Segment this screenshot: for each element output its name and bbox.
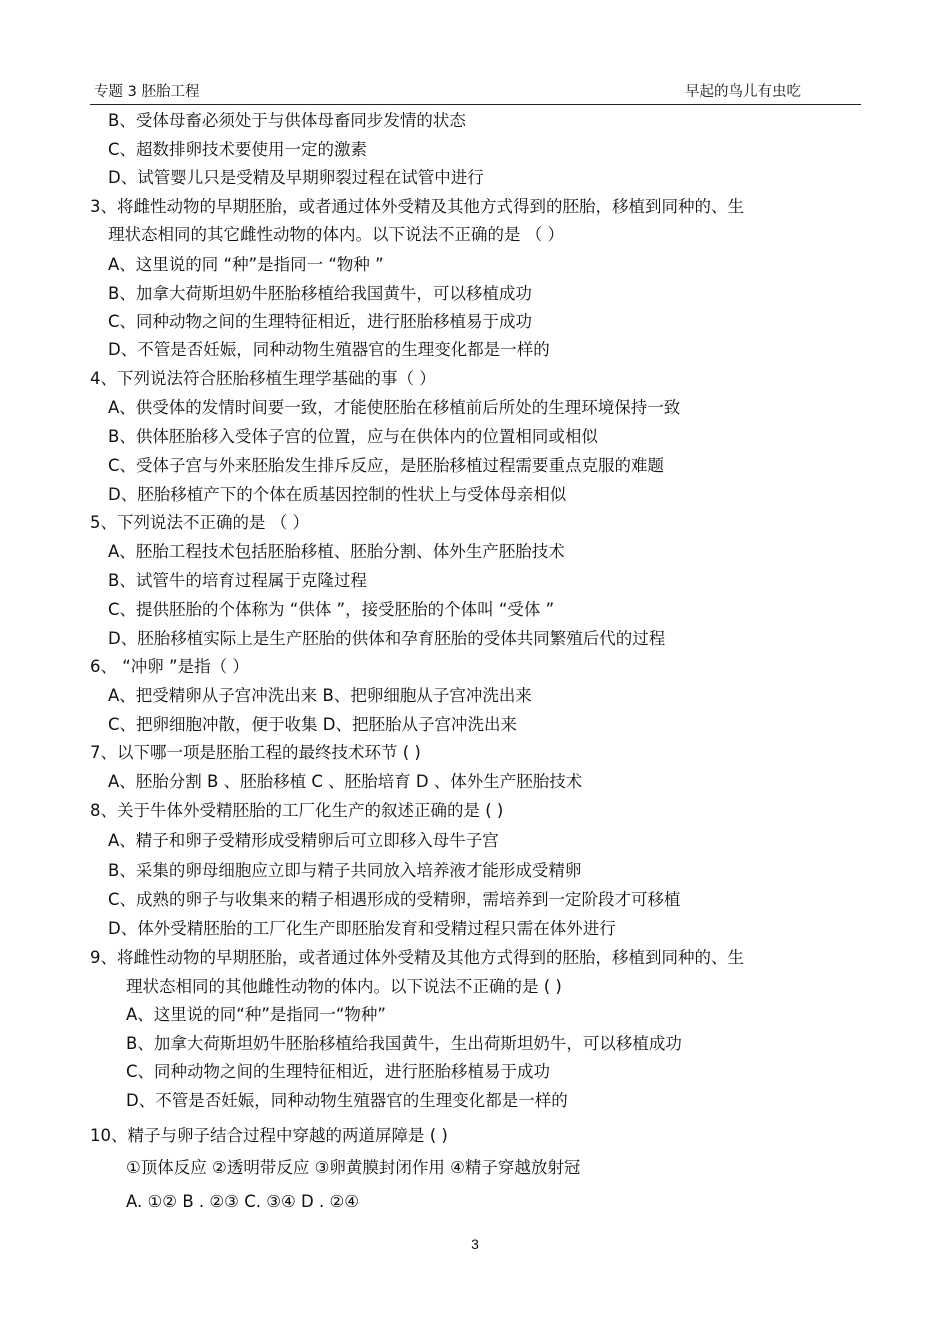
q5-option-d: D、胚胎移植实际上是生产胚胎的供体和孕育胚胎的受体共同繁殖后代的过程 — [108, 629, 666, 648]
q9-option-d: D、不管是否妊娠，同种动物生殖器官的生理变化都是一样的 — [126, 1091, 568, 1110]
q4-option-b: B、供体胚胎移入受体子宫的位置，应与在供体内的位置相同或相似 — [108, 427, 598, 446]
q6-options-ab: A、把受精卵从子宫冲洗出来 B、把卵细胞从子宫冲洗出来 — [108, 686, 532, 705]
line-option-b: B、受体母畜必须处于与供体母畜同步发情的状态 — [108, 111, 466, 130]
q10-options: A. ①② B . ②③ C. ③④ D . ②④ — [126, 1192, 360, 1211]
q6-options-cd: C、把卵细胞冲散，便于收集 D、把胚胎从子宫冲洗出来 — [108, 715, 517, 734]
q8-option-a: A、精子和卵子受精形成受精卵后可立即移入母牛子宫 — [108, 831, 499, 850]
q3-option-c: C、同种动物之间的生理特征相近，进行胚胎移植易于成功 — [108, 312, 533, 331]
q4-option-c: C、受体子宫与外来胚胎发生排斥反应，是胚胎移植过程需要重点克服的难题 — [108, 456, 665, 475]
q5-option-c: C、提供胚胎的个体称为 “供体 ”，接受胚胎的个体叫 “受体 ” — [108, 600, 555, 619]
question-5-text: 5、下列说法不正确的是 （ ） — [90, 513, 309, 532]
q3-option-a: A、这里说的同 “种”是指同一 “物种 ” — [108, 255, 384, 274]
q3-option-b: B、加拿大荷斯坦奶牛胚胎移植给我国黄牛，可以移植成功 — [108, 284, 532, 303]
q8-option-d: D、体外受精胚胎的工厂化生产即胚胎发育和受精过程只需在体外进行 — [108, 919, 616, 938]
line-option-d: D、试管婴儿只是受精及早期卵裂过程在试管中进行 — [108, 168, 484, 187]
question-3-text: 3、将雌性动物的早期胚胎，或者通过体外受精及其他方式得到的胚胎，移植到同种的、生 — [90, 197, 744, 216]
question-4-text: 4、下列说法符合胚胎移植生理学基础的事（ ） — [90, 369, 436, 388]
question-3-text-cont: 理状态相同的其它雌性动物的体内。以下说法不正确的是 （ ） — [108, 225, 564, 244]
q9-option-a: A、这里说的同“种”是指同一“物种” — [126, 1005, 386, 1024]
q8-option-c: C、成熟的卵子与收集来的精子相遇形成的受精卵，需培养到一定阶段才可移植 — [108, 890, 681, 909]
q9-option-c: C、同种动物之间的生理特征相近，进行胚胎移植易于成功 — [126, 1062, 551, 1081]
header-topic: 专题 3 胚胎工程 — [94, 84, 200, 100]
header-motto: 早起的鸟儿有虫吃 — [685, 84, 801, 100]
question-7-text: 7、以下哪一项是胚胎工程的最终技术环节 ( ) — [90, 743, 421, 762]
q9-option-b: B、加拿大荷斯坦奶牛胚胎移植给我国黄牛，生出荷斯坦奶牛，可以移植成功 — [126, 1034, 682, 1053]
question-9-text: 9、将雌性动物的早期胚胎，或者通过体外受精及其他方式得到的胚胎，移植到同种的、生 — [90, 948, 744, 967]
question-8-text: 8、关于牛体外受精胚胎的工厂化生产的叙述正确的是 ( ) — [90, 801, 504, 820]
question-6-text: 6、 “冲卵 ”是指（ ） — [90, 657, 249, 676]
q10-items: ①顶体反应 ②透明带反应 ③卵黄膜封闭作用 ④精子穿越放射冠 — [126, 1158, 581, 1177]
q3-option-d: D、不管是否妊娠，同种动物生殖器官的生理变化都是一样的 — [108, 340, 550, 359]
q7-options: A、胚胎分割 B 、胚胎移植 C 、胚胎培育 D 、体外生产胚胎技术 — [108, 772, 583, 791]
page-header — [90, 78, 861, 105]
q4-option-d: D、胚胎移植产下的个体在质基因控制的性状上与受体母亲相似 — [108, 485, 567, 504]
question-9-text-cont: 理状态相同的其他雌性动物的体内。以下说法不正确的是 ( ) — [126, 977, 562, 996]
q8-option-b: B、采集的卵母细胞应立即与精子共同放入培养液才能形成受精卵 — [108, 861, 582, 880]
question-10-text: 10、精子与卵子结合过程中穿越的两道屏障是 ( ) — [90, 1126, 448, 1145]
line-option-c: C、超数排卵技术要使用一定的激素 — [108, 140, 368, 159]
q4-option-a: A、供受体的发情时间要一致，才能使胚胎在移植前后所处的生理环境保持一致 — [108, 398, 681, 417]
q5-option-a: A、胚胎工程技术包括胚胎移植、胚胎分割、体外生产胚胎技术 — [108, 542, 565, 561]
page-number: 3 — [471, 1236, 479, 1252]
q5-option-b: B、试管牛的培育过程属于克隆过程 — [108, 571, 367, 590]
